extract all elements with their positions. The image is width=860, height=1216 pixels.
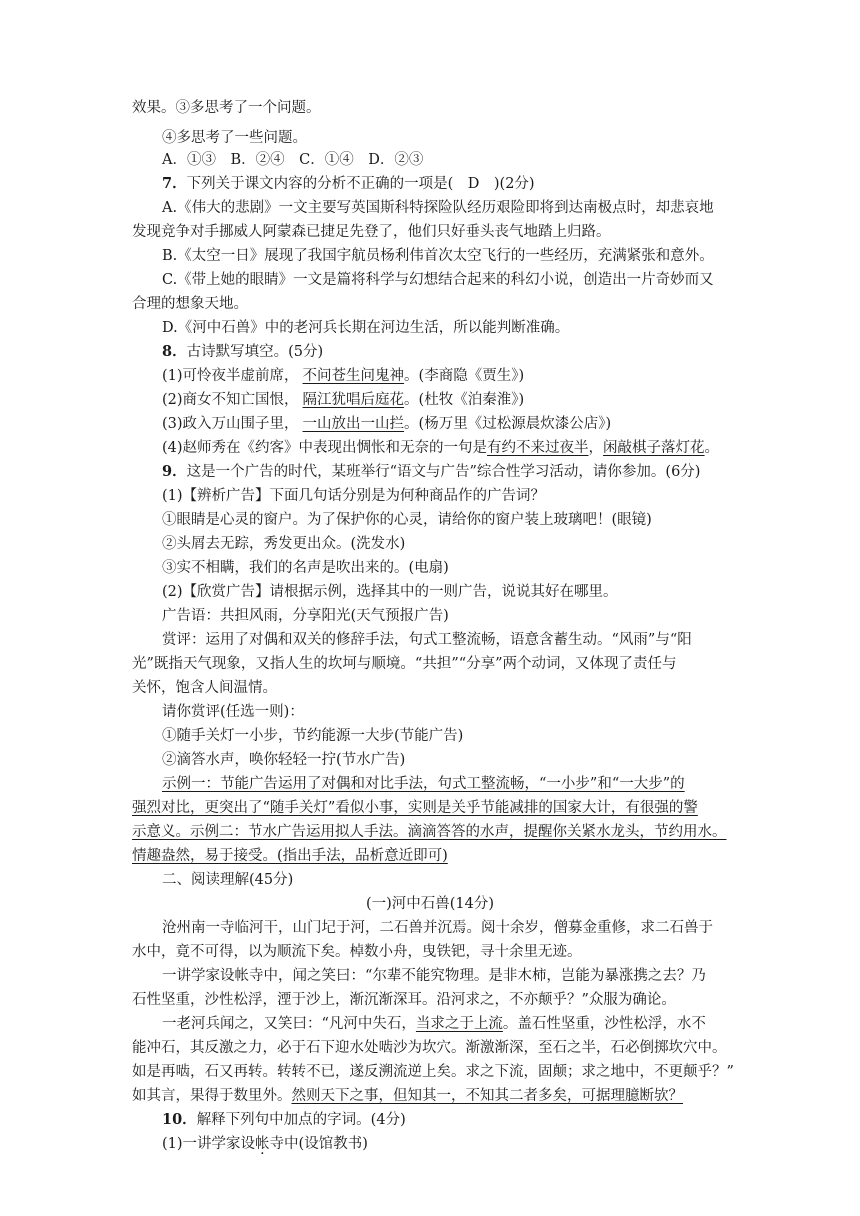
question-8 <box>162 342 323 362</box>
text-line: B.《太空一日》展现了我国宇航员杨利伟首次太空飞行的一些经历，充满紧张和意外。 <box>162 248 714 264</box>
text-line: ④多思考了一些问题。 <box>162 130 307 146</box>
question-number: 7． <box>162 175 187 192</box>
question-number: 10． <box>162 1111 197 1128</box>
text-line: 请你赏评(任选一则)： <box>162 704 304 720</box>
text-line: (2)【欣赏广告】请根据示例，选择其中的一则广告，说说其好在哪里。 <box>162 584 618 600</box>
underlined-phrase: 当求之于上流 <box>415 1016 503 1032</box>
passage-line: 沧州南一寺临河干，山门圮于河，二石兽并沉焉。阅十余岁，僧募金重修，求二石兽于 <box>162 920 713 936</box>
question-9 <box>162 462 700 482</box>
passage-title: (一)河中石兽(14分) <box>365 896 495 912</box>
question-text: 这是一个广告的时代，某班举行“语文与广告”综合性学习活动，请你参加。(6分) <box>186 464 701 480</box>
text-line: 合理的想象天地。 <box>132 296 248 312</box>
passage-line: 水中，竟不可得，以为顺流下矣。棹数小舟，曳铁钯，寻十余里无迹。 <box>132 944 582 960</box>
poem-answer: 闲敲棋子落灯花 <box>603 440 705 456</box>
passage-line: 石性坚重，沙性松浮，湮于沙上，渐沉渐深耳。沿河求之，不亦颠乎？”众服为确论。 <box>132 992 676 1008</box>
passage-line <box>162 1014 706 1034</box>
poem-line-4 <box>162 438 719 458</box>
text-line: 发现竞争对手挪威人阿蒙森已捷足先登了，他们只好垂头丧气地踏上归路。 <box>132 224 611 240</box>
passage-line: 如是再啮，石又再转。转转不已，遂反溯流逆上矣。求之下流，固颠；求之地中，不更颠乎？” <box>132 1064 734 1080</box>
question-text: 解释下列句中加点的字词。(4分) <box>196 1112 406 1128</box>
poem-source: 。(李商隐《贾生》) <box>404 368 525 384</box>
text-line: 光”既指天气现象，又指人生的坎坷与顺境。“共担”“分享”两个动词，又体现了责任与 <box>132 656 677 672</box>
text-line: (1)【辨析广告】下面几句话分别是为何种商品作的广告词？ <box>162 488 546 504</box>
passage-text: 一老河兵闻之，又笑曰：“凡河中失石， <box>162 1016 416 1032</box>
passage-text: 。盖石性坚重，沙性松浮，水不 <box>502 1016 706 1032</box>
poem-answer: 隔江犹唱后庭花 <box>302 392 405 408</box>
text-line: A.《伟大的悲剧》一文主要写英国斯科特探险队经历艰险即将到达南极点时，却悲哀地 <box>162 200 714 216</box>
poem-answer: 一山放出一山拦 <box>302 416 405 432</box>
sentence-part: 寺中(设馆教书) <box>269 1136 368 1152</box>
poem-prompt: (4)赵师秀在《约客》中表现出惆怅和无奈的一句是 <box>162 440 488 456</box>
text-line: A．①③ B．②④ C．①④ D．②③ <box>162 152 424 168</box>
text-line: ②滴答水声，唤你轻轻一拧(节水广告) <box>162 752 406 768</box>
question-7 <box>162 174 535 194</box>
question-number: 8． <box>162 343 187 360</box>
question-10 <box>162 1110 406 1130</box>
text-line: ②头屑去无踪，秀发更出众。(洗发水) <box>162 536 406 552</box>
poem-line-2 <box>162 390 524 410</box>
question-number: 9． <box>162 463 187 480</box>
question-text: 下列关于课文内容的分析不正确的一项是( D )(2分) <box>186 176 535 192</box>
text-line: 效果。③多思考了一个问题。 <box>132 100 321 116</box>
text-line: D.《河中石兽》中的老河兵长期在河边生活，所以能判断准确。 <box>162 320 570 336</box>
answer-line: 强烈对比，更突出了“随手关灯”看似小事，实则是关乎节能减排的国家大计，有很强的警 <box>132 800 698 816</box>
passage-line: 一讲学家设帐寺中，闻之笑曰：“尔辈不能究物理。是非木柿，岂能为暴涨携之去？乃 <box>162 968 706 984</box>
answer-line: 示意义。示例二：节水广告运用拟人手法。滴滴答答的水声，提醒你关紧水龙头，节约用水。 <box>132 824 727 840</box>
text-line: 关怀，饱含人间温情。 <box>132 680 277 696</box>
answer-line: 示例一：节能广告运用了对偶和对比手法，句式工整流畅，“一小步”和“一大步”的 <box>162 776 685 792</box>
section-heading: 二、阅读理解(45分) <box>162 872 294 888</box>
poem-line-1 <box>162 366 524 386</box>
poem-answer: 不问苍生问鬼神 <box>302 368 405 384</box>
question-text: 古诗默写填空。(5分) <box>186 344 324 360</box>
text-line: ①眼睛是心灵的窗户。为了保护你的心灵，请给你的窗户装上玻璃吧！(眼镜) <box>162 512 652 528</box>
text-line: C.《带上她的眼睛》一文是篇将科学与幻想结合起来的科幻小说，创造出一片奇妙而又 <box>162 272 714 288</box>
dotted-character: 帐 <box>255 1136 270 1152</box>
underlined-sentence: 然则天下之事，但知其一，不知其二者多矣，可据理臆断欤？ <box>291 1088 683 1104</box>
text-line: ①随手关灯一小步，节约能源一大步(节能广告) <box>162 728 464 744</box>
poem-separator: ， <box>588 440 604 456</box>
poem-prompt: (1)可怜夜半虚前席， <box>162 368 299 384</box>
passage-text: 如其言，果得于数里外。 <box>132 1088 292 1104</box>
poem-source: 。(杨万里《过松源晨炊漆公店》) <box>404 416 612 432</box>
text-line <box>162 1134 368 1154</box>
poem-prompt: (2)商女不知亡国恨， <box>162 392 299 408</box>
passage-line <box>132 1086 683 1106</box>
text-line: 赏评：运用了对偶和双关的修辞手法，句式工整流畅，语意含蓄生动。“风雨”与“阳 <box>162 632 692 648</box>
sentence-part: (1)一讲学家设 <box>162 1136 256 1152</box>
text-line: 广告语：共担风雨，分享阳光(天气预报广告) <box>162 608 449 624</box>
text-line: ③实不相瞒，我们的名声是吹出来的。(电扇) <box>162 560 449 576</box>
poem-source: 。(杜牧《泊秦淮》) <box>404 392 525 408</box>
answer-line: 情趣盎然，易于接受。(指出手法，品析意近即可) <box>132 848 448 864</box>
poem-line-3 <box>162 414 611 434</box>
poem-answer: 有约不来过夜半 <box>487 440 589 456</box>
poem-source: 。 <box>704 440 720 456</box>
passage-line: 能冲石，其反激之力，必于石下迎水处啮沙为坎穴。渐激渐深，至石之半，石必倒掷坎穴中。 <box>132 1040 727 1056</box>
poem-prompt: (3)政入万山围子里， <box>162 416 299 432</box>
